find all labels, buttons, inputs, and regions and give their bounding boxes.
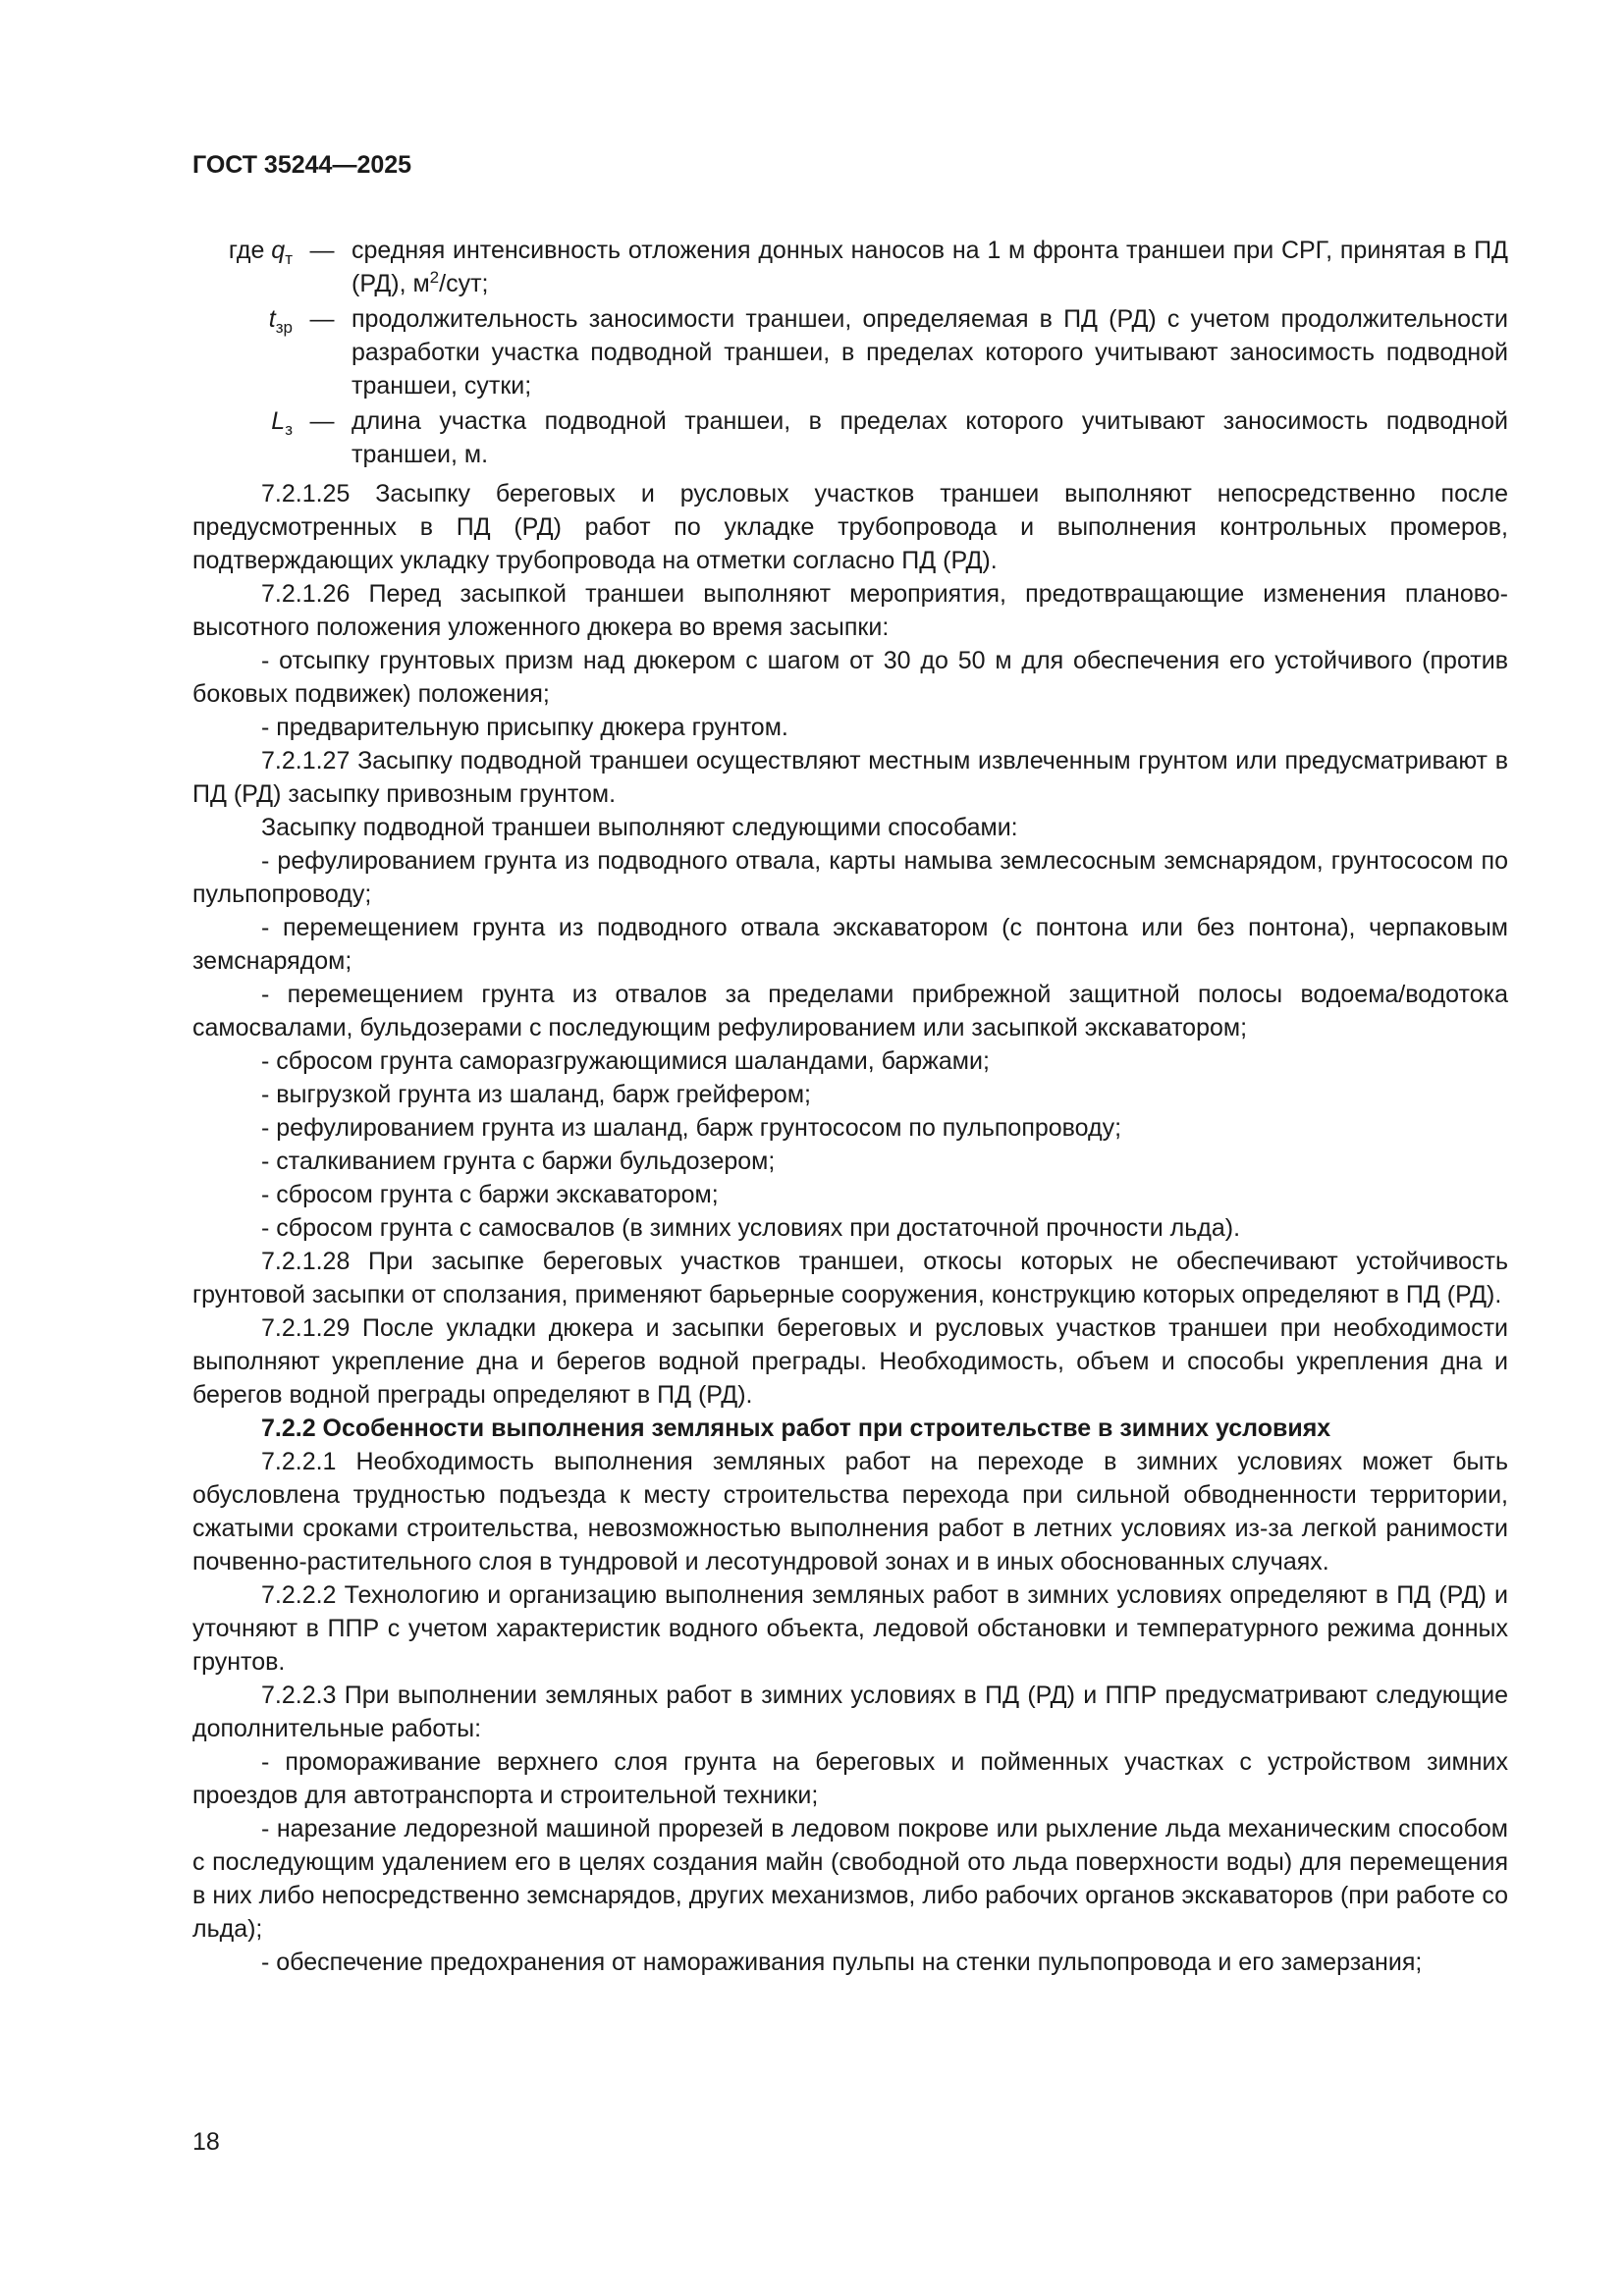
paragraph: 7.2.2.3 При выполнении земляных работ в зимних условиях в ПД (РД) и ППР предусматривают следующие дополнительные работы: bbox=[192, 1682, 1508, 1742]
paragraph: 7.2.2.2 Технологию и организацию выполнения земляных работ в зимних условиях определяют в ПД (РД) и уточняют в ППР с учетом характеристик водного объекта, ледовой обстановки и температурного режима донных грунтов. bbox=[192, 1581, 1508, 1676]
definition-dash: — bbox=[309, 237, 335, 264]
list-item: - нарезание ледорезной машиной прорезей в ледовом покрове или рыхление льда механическим способом с последующим удалением его в целях создания майн (свободной ото льда поверхности воды) для перемещения в них либо непосредственно земснарядов, других механизмов, либо рабочих органов экскаваторов (при работе со льда); bbox=[192, 1815, 1508, 1943]
definition-text: продолжительность заносимости траншеи, определяемая в ПД (РД) с учетом продолжительности разработки участка подводной траншеи, в пределах которого учитывают заносимость подводной траншеи, сутки; bbox=[352, 305, 1508, 400]
definition-text: длина участка подводной траншеи, в пределах которого учитывают заносимость подводной траншеи, м. bbox=[352, 407, 1508, 468]
list-item: - обеспечение предохранения от намораживания пульпы на стенки пульпопровода и его замерзания; bbox=[261, 1949, 1423, 1976]
definition-dash: — bbox=[309, 407, 335, 435]
paragraph: 7.2.1.29 После укладки дюкера и засыпки береговых и русловых участков траншеи при необходимости выполняют укрепление дна и берегов водной преграды. Необходимость, объем и способы укрепления дна и берегов водной преграды определяют в ПД (РД). bbox=[192, 1314, 1508, 1409]
list-item: - сбросом грунта с баржи экскаватором; bbox=[261, 1181, 719, 1208]
page-number: 18 bbox=[192, 2128, 220, 2156]
definition-symbol: где $q_т$ bbox=[228, 237, 293, 268]
list-item: - сталкиванием грунта с баржи бульдозером; bbox=[261, 1148, 776, 1175]
list-item: - рефулированием грунта из шаланд, барж грунтососом по пульпопроводу; bbox=[261, 1114, 1122, 1142]
document-header: ГОСТ 35244—2025 bbox=[192, 151, 412, 179]
list-item: - рефулированием грунта из подводного отвала, карты намыва землесосным земснарядом, грунтососом по пульпопроводу; bbox=[192, 847, 1508, 908]
paragraph: 7.2.1.27 Засыпку подводной траншеи осуществляют местным извлеченным грунтом или предусматривают в ПД (РД) засыпку привозным грунтом. bbox=[192, 747, 1508, 808]
paragraph: Засыпку подводной траншеи выполняют следующими способами: bbox=[261, 814, 1018, 841]
paragraph: 7.2.2.1 Необходимость выполнения земляных работ на переходе в зимних условиях может быть обусловлена трудностью подъезда к месту строительства перехода при сильной обводненности территории, сжатыми сроками строительства, невозможностью выполнения работ в летних условиях из-за легкой ранимости почвенно-растительного слоя в тундровой и лесотундровой зонах и в иных обоснованных случаях. bbox=[192, 1448, 1508, 1575]
paragraph: 7.2.1.25 Засыпку береговых и русловых участков траншеи выполняют непосредственно после предусмотренных в ПД (РД) работ по укладке трубопровода и выполнения контрольных промеров, подтверждающих укладку трубопровода на отметки согласно ПД (РД). bbox=[192, 480, 1508, 574]
definition-row bbox=[192, 234, 1508, 300]
list-item: - сбросом грунта саморазгружающимися шаландами, баржами; bbox=[261, 1047, 990, 1075]
paragraphs bbox=[192, 477, 1508, 1979]
formula-definitions bbox=[192, 234, 1508, 471]
list-item: - сбросом грунта с самосвалов (в зимних условиях при достаточной прочности льда). bbox=[261, 1214, 1241, 1242]
list-item: - отсыпку грунтовых призм над дюкером с шагом от 30 до 50 м для обеспечения его устойчивого (против боковых подвижек) положения; bbox=[192, 647, 1508, 708]
definition-row bbox=[192, 302, 1508, 402]
section-heading: 7.2.2 Особенности выполнения земляных работ при строительстве в зимних условиях bbox=[261, 1415, 1331, 1442]
list-item: - выгрузкой грунта из шаланд, барж грейфером; bbox=[261, 1081, 811, 1108]
list-item: - промораживание верхнего слоя грунта на береговых и пойменных участках с устройством зимних проездов для автотранспорта и строительной техники; bbox=[192, 1748, 1508, 1809]
definition-text: средняя интенсивность отложения донных наносов на 1 м фронта траншеи при СРГ, принятая в ПД (РД), $м^2$/сут; bbox=[352, 237, 1508, 297]
list-item: - перемещением грунта из отвалов за пределами прибрежной защитной полосы водоема/водотока самосвалами, бульдозерами с последующим рефулированием или засыпкой экскаватором; bbox=[192, 981, 1508, 1041]
definition-symbol: $t_{зр}$ bbox=[268, 305, 293, 337]
list-item: - перемещением грунта из подводного отвала экскаватором (с понтона или без понтона), черпаковым земснарядом; bbox=[192, 914, 1508, 975]
definition-symbol: $L_з$ bbox=[271, 407, 293, 439]
definition-row bbox=[192, 404, 1508, 471]
paragraph: 7.2.1.26 Перед засыпкой траншеи выполняют мероприятия, предотвращающие изменения планово-высотного положения уложенного дюкера во время засыпки: bbox=[192, 580, 1508, 641]
document-body bbox=[192, 234, 1508, 1979]
definition-dash: — bbox=[309, 305, 335, 333]
list-item: - предварительную присыпку дюкера грунтом. bbox=[261, 714, 788, 741]
paragraph: 7.2.1.28 При засыпке береговых участков траншеи, откосы которых не обеспечивают устойчивость грунтовой засыпки от сползания, применяют барьерные сооружения, конструкцию которых определяют в ПД (РД). bbox=[192, 1248, 1508, 1308]
